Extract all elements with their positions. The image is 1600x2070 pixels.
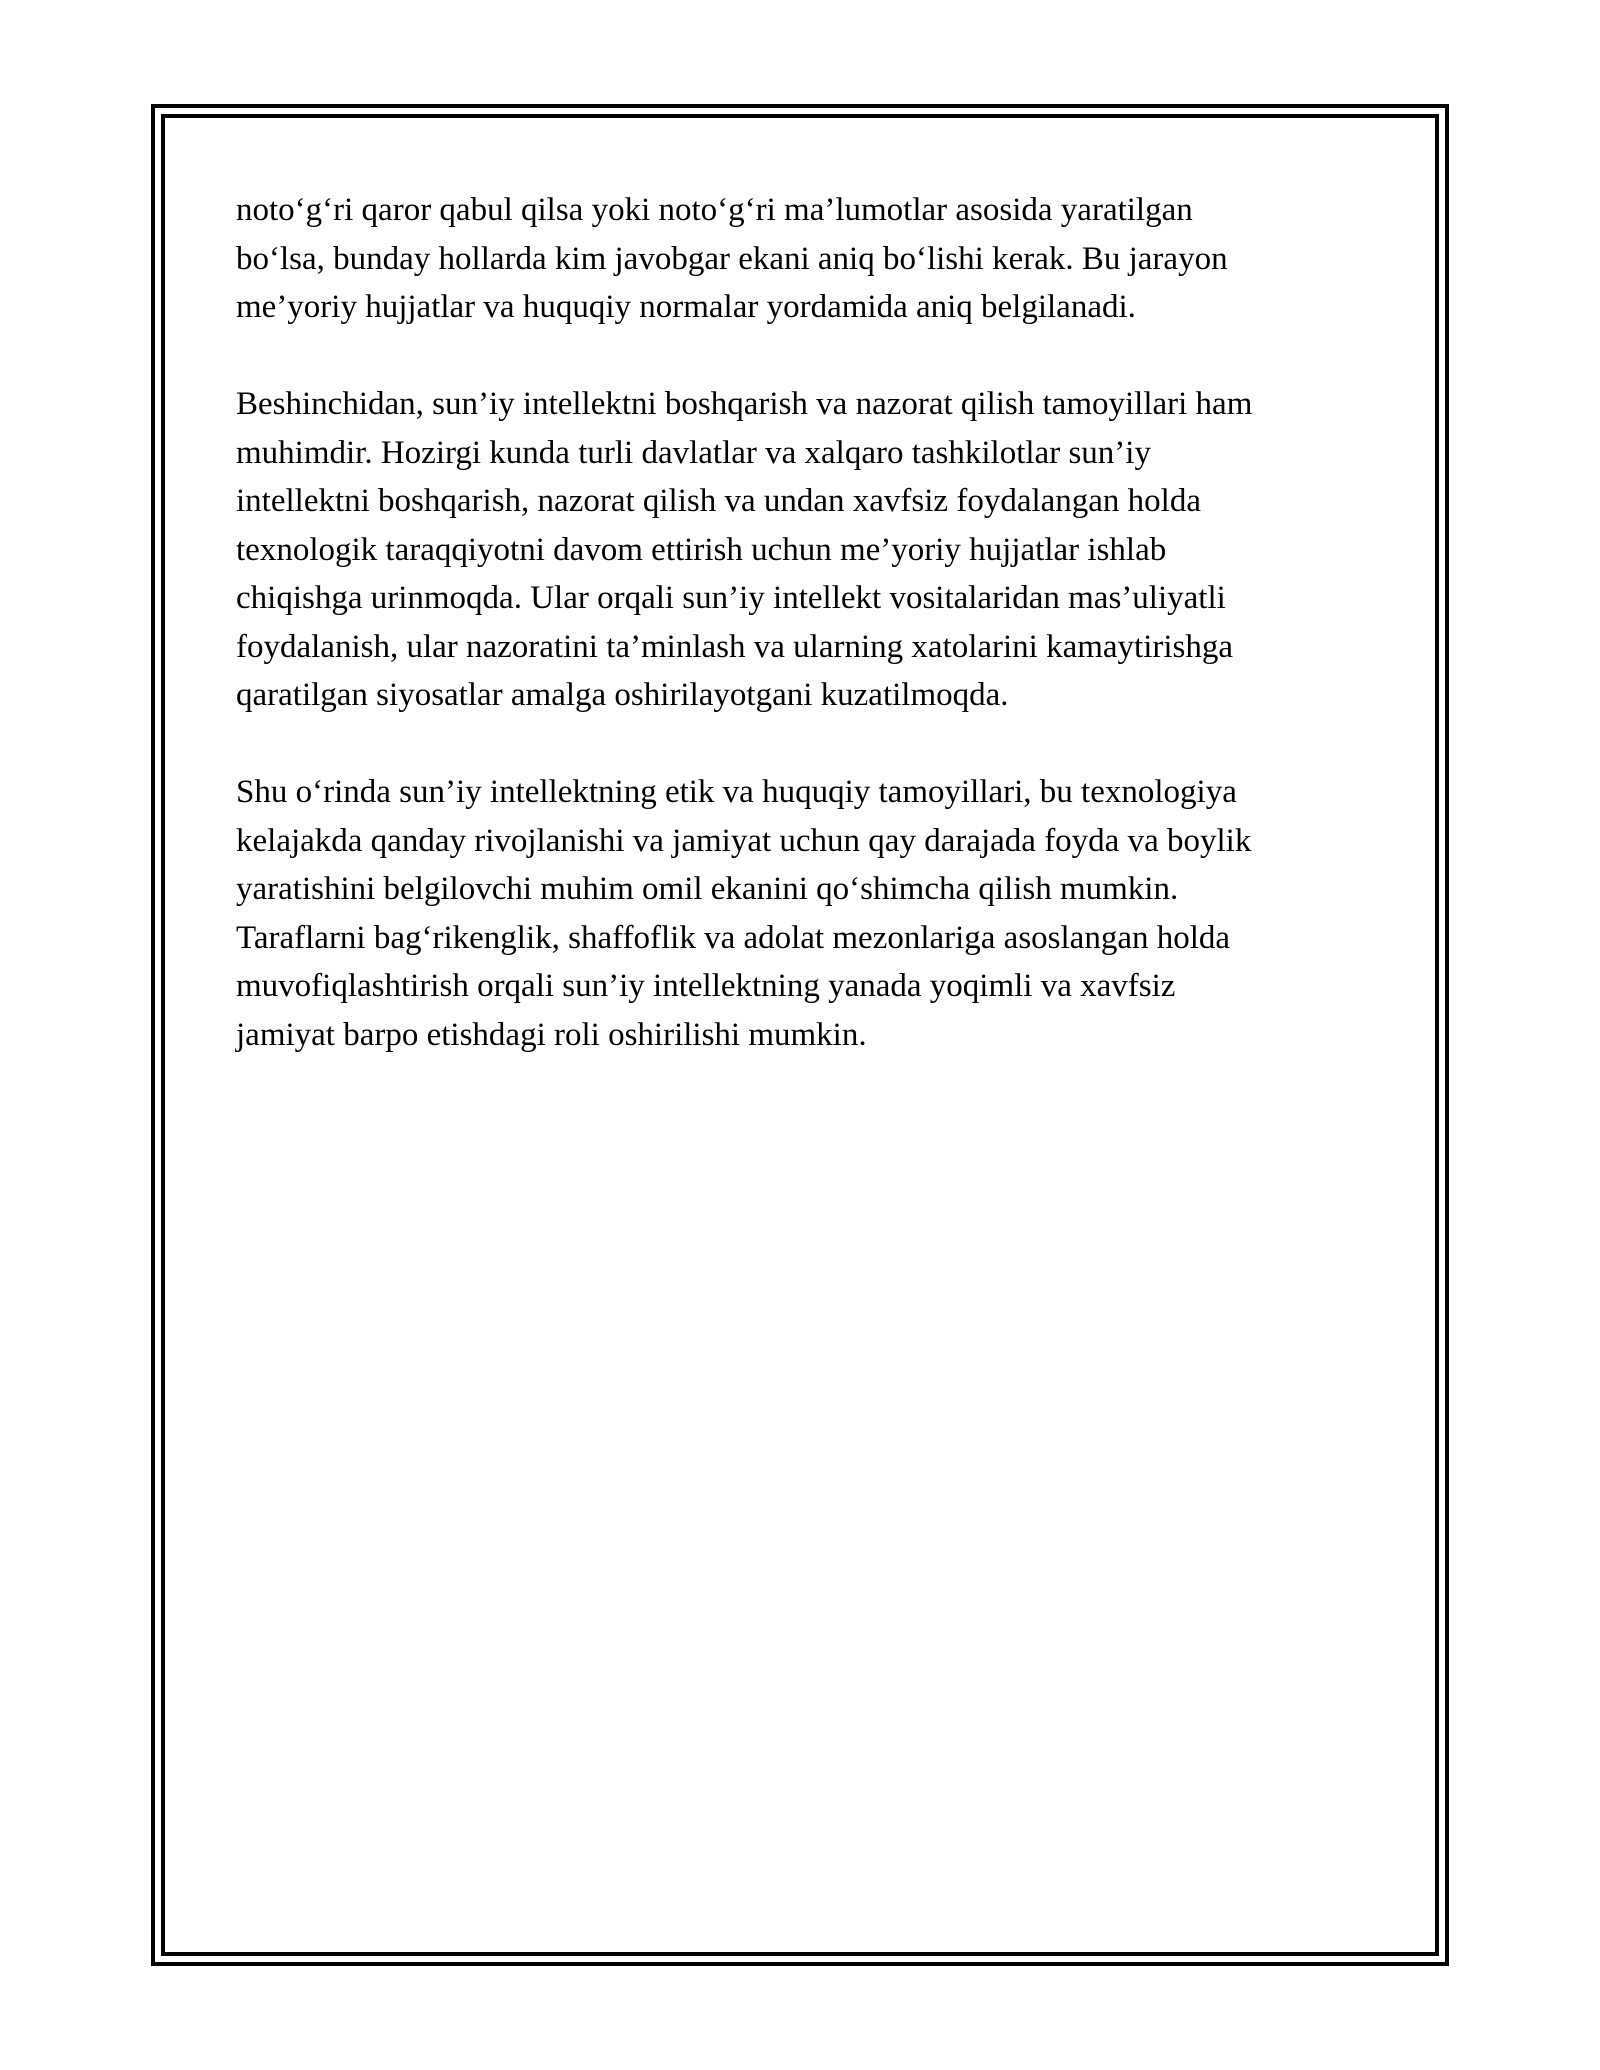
document-body	[236, 186, 1386, 1108]
paragraph-2: Beshinchidan, sun’iy intellektni boshqarish va nazorat qilish tamoyillari ham muhimdir. Hozirgi kunda turli davlatlar va xalqaro tashkilotlar sun’iy intellektni boshqarish, nazorat qilish va undan xavfsiz foydalangan holda texnologik taraqqiyotni davom ettirish uchun me’yoriy hujjatlar ishlab chiqishga urinmoqda. Ular orqali sun’iy intellekt vositalaridan mas’uliyatli foydalanish, ular nazoratini ta’minlash va ularning xatolarini kamaytirishga qaratilgan siyosatlar amalga oshirilayotgani kuzatilmoqda.	[236, 386, 1253, 713]
paragraph-3: Shu o‘rinda sun’iy intellektning etik va huquqiy tamoyillari, bu texnologiya kelajakda qanday rivojlanishi va jamiyat uchun qay darajada foyda va boylik yaratishini belgilovchi muhim omil ekanini qo‘shimcha qilish mumkin. Taraflarni bag‘rikenglik, shaffoflik va adolat mezonlariga asoslangan holda muvofiqlashtirish orqali sun’iy intellektning yanada yoqimli va xavfsiz jamiyat barpo etishdagi roli oshirilishi mumkin.	[236, 774, 1252, 1053]
paragraph-1: noto‘g‘ri qaror qabul qilsa yoki noto‘g‘ri ma’lumotlar asosida yaratilgan bo‘lsa, bunday hollarda kim javobgar ekani aniq bo‘lishi kerak. Bu jarayon me’yoriy hujjatlar va huquqiy normalar yordamida aniq belgilanadi.	[236, 192, 1228, 325]
